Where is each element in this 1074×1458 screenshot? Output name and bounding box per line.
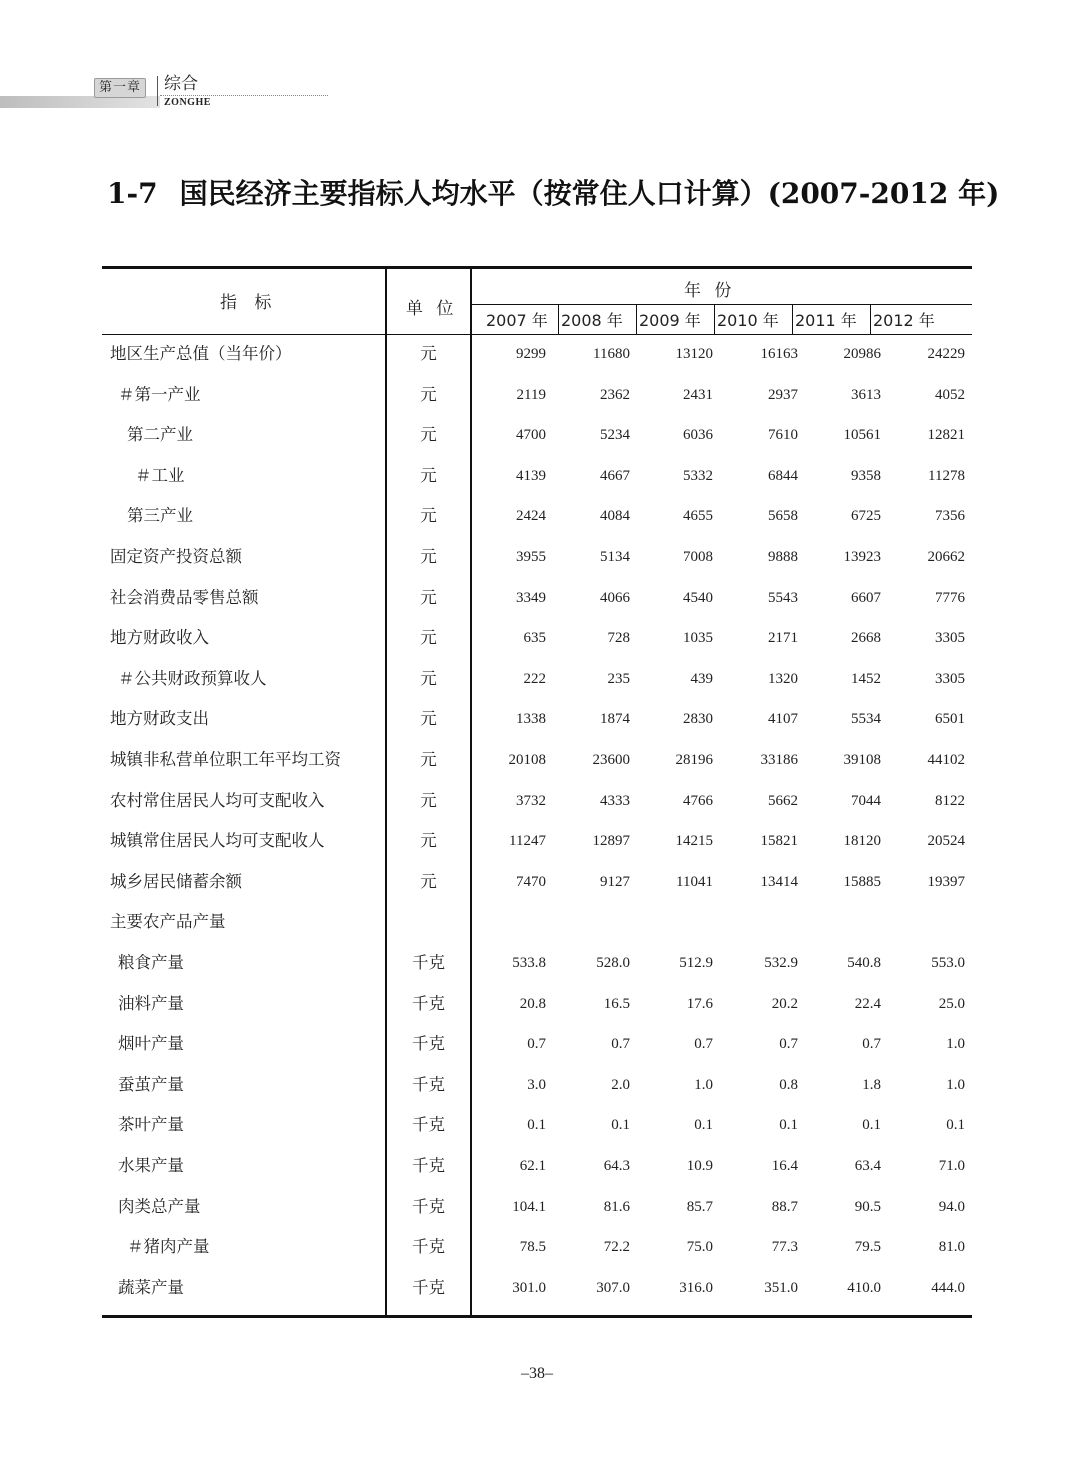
row-value-0: 3955 bbox=[516, 549, 546, 565]
row-unit: 元 bbox=[420, 790, 437, 810]
row-indicator: 农村常住居民人均可支配收入 bbox=[110, 790, 325, 810]
row-value-0: 0.1 bbox=[527, 1117, 546, 1134]
table-row bbox=[102, 781, 972, 821]
row-value-2: 1.0 bbox=[694, 1076, 713, 1093]
row-value-2: 75.0 bbox=[686, 1239, 713, 1256]
row-indicator: 地方财政支出 bbox=[110, 709, 209, 729]
row-value-5: 24229 bbox=[927, 346, 965, 362]
row-value-2: 2830 bbox=[683, 711, 713, 728]
row-value-2: 0.7 bbox=[694, 1036, 713, 1053]
row-value-4: 15885 bbox=[843, 873, 881, 890]
row-indicator: ＃猪肉产量 bbox=[127, 1237, 210, 1257]
row-value-4: 10561 bbox=[843, 427, 881, 444]
row-value-5: 3305 bbox=[935, 670, 965, 687]
row-unit: 千克 bbox=[412, 1034, 445, 1054]
row-value-0: 7470 bbox=[516, 873, 546, 890]
row-value-2: 14215 bbox=[675, 833, 713, 850]
row-value-3: 2937 bbox=[768, 386, 798, 403]
row-value-4: 63.4 bbox=[854, 1158, 881, 1174]
row-indicator: 主要农产品产量 bbox=[110, 912, 226, 932]
row-value-0: 1338 bbox=[516, 711, 546, 728]
page-title bbox=[107, 172, 999, 216]
row-value-2 bbox=[633, 902, 713, 942]
header-divider bbox=[160, 95, 328, 96]
row-indicator: 水果产量 bbox=[118, 1156, 184, 1175]
year-group-header: 年 份 bbox=[684, 281, 736, 301]
row-value-0: 3349 bbox=[516, 589, 546, 606]
row-value-1: 2362 bbox=[600, 386, 630, 403]
row-value-3: 15821 bbox=[760, 833, 798, 850]
row-value-0: 301.0 bbox=[512, 1279, 546, 1296]
row-value-1: 4333 bbox=[600, 792, 630, 809]
table-row bbox=[102, 1024, 972, 1064]
row-value-3: 532.9 bbox=[764, 955, 798, 971]
row-value-0: 3.0 bbox=[527, 1076, 546, 1093]
row-value-5: 6501 bbox=[935, 711, 965, 728]
table-row bbox=[102, 456, 972, 496]
table-title: 国民经济主要指标人均水平（按常住人口计算）(2007-2012 年) bbox=[179, 177, 1000, 210]
row-value-1: 72.2 bbox=[603, 1239, 630, 1256]
row-value-0: 78.5 bbox=[519, 1239, 546, 1256]
year-separator bbox=[714, 304, 715, 334]
row-value-3: 0.8 bbox=[779, 1076, 798, 1093]
indicator-header: 指 标 bbox=[220, 293, 278, 313]
row-value-1: 4667 bbox=[600, 467, 630, 484]
row-unit: 元 bbox=[420, 465, 437, 485]
row-value-1 bbox=[550, 902, 630, 942]
row-value-1: 16.5 bbox=[603, 995, 630, 1012]
row-unit: 千克 bbox=[412, 1237, 445, 1257]
row-indicator: 第二产业 bbox=[127, 425, 193, 445]
table-row bbox=[102, 699, 972, 739]
row-value-4: 79.5 bbox=[854, 1239, 881, 1256]
row-indicator: 城乡居民储蓄余额 bbox=[110, 871, 242, 891]
row-value-1: 81.6 bbox=[603, 1198, 630, 1215]
row-value-1: 12897 bbox=[592, 833, 630, 850]
row-unit: 元 bbox=[420, 709, 437, 729]
row-value-1: 528.0 bbox=[596, 955, 630, 971]
row-unit: 千克 bbox=[412, 953, 445, 972]
row-unit: 元 bbox=[420, 831, 437, 851]
year-header-0: 2007 年 bbox=[486, 311, 548, 330]
row-value-3: 5658 bbox=[768, 508, 798, 525]
row-unit: 元 bbox=[420, 506, 437, 526]
table-row bbox=[102, 375, 972, 415]
row-unit: 千克 bbox=[412, 1074, 445, 1094]
row-value-1: 5234 bbox=[600, 427, 630, 444]
row-value-0: 0.7 bbox=[527, 1036, 546, 1053]
row-value-5: 7776 bbox=[935, 589, 965, 606]
row-indicator: 蔬菜产量 bbox=[118, 1277, 184, 1297]
row-value-1: 5134 bbox=[600, 549, 630, 565]
year-header-3: 2010 年 bbox=[717, 311, 779, 330]
row-unit: 元 bbox=[420, 547, 437, 566]
row-value-3: 5543 bbox=[768, 589, 798, 606]
chapter-label: 第一章 bbox=[94, 78, 146, 98]
row-value-3: 5662 bbox=[768, 792, 798, 809]
table-row bbox=[102, 496, 972, 536]
row-value-4: 18120 bbox=[843, 833, 881, 850]
page-number: –38– bbox=[521, 1365, 553, 1382]
row-value-4: 7044 bbox=[851, 792, 881, 809]
row-unit: 千克 bbox=[412, 1115, 445, 1135]
table-number: 1-7 bbox=[107, 177, 158, 210]
row-unit: 元 bbox=[420, 425, 437, 445]
year-separator bbox=[558, 304, 559, 334]
year-separator bbox=[792, 304, 793, 334]
row-value-5: 4052 bbox=[935, 386, 965, 403]
row-value-5: 3305 bbox=[935, 630, 965, 647]
row-indicator: 城镇非私营单位职工年平均工资 bbox=[110, 750, 341, 769]
row-value-2: 4766 bbox=[683, 792, 713, 809]
table-row bbox=[102, 618, 972, 658]
row-value-4: 6607 bbox=[851, 589, 881, 606]
row-indicator: 固定资产投资总额 bbox=[110, 547, 242, 566]
row-value-4: 2668 bbox=[851, 630, 881, 647]
row-value-4: 0.7 bbox=[862, 1036, 881, 1053]
row-value-2: 5332 bbox=[683, 467, 713, 484]
row-unit: 千克 bbox=[412, 1156, 445, 1175]
row-value-5: 7356 bbox=[935, 508, 965, 525]
row-value-4: 13923 bbox=[843, 549, 881, 565]
row-value-4: 9358 bbox=[851, 467, 881, 484]
row-value-1: 4066 bbox=[600, 589, 630, 606]
row-value-4: 6725 bbox=[851, 508, 881, 525]
row-value-1: 0.7 bbox=[611, 1036, 630, 1053]
row-unit bbox=[386, 902, 471, 942]
row-value-4: 20986 bbox=[843, 346, 881, 362]
row-value-0: 222 bbox=[523, 670, 546, 687]
row-value-1: 728 bbox=[607, 630, 630, 647]
table-row bbox=[102, 1146, 972, 1186]
row-value-4 bbox=[801, 902, 881, 942]
row-value-4: 0.1 bbox=[862, 1117, 881, 1134]
row-value-4: 1452 bbox=[851, 670, 881, 687]
row-value-4: 5534 bbox=[851, 711, 881, 728]
table-row bbox=[102, 902, 972, 942]
row-indicator: 粮食产量 bbox=[118, 953, 184, 972]
table-row bbox=[102, 1227, 972, 1267]
table-row bbox=[102, 862, 972, 902]
row-value-2: 13120 bbox=[675, 346, 713, 362]
row-value-3: 6844 bbox=[768, 467, 798, 484]
row-value-5: 1.0 bbox=[946, 1076, 965, 1093]
row-value-4: 90.5 bbox=[854, 1198, 881, 1215]
row-unit: 元 bbox=[420, 344, 437, 363]
row-value-4: 22.4 bbox=[854, 995, 881, 1012]
row-value-3: 4107 bbox=[768, 711, 798, 728]
row-value-5: 1.0 bbox=[946, 1036, 965, 1053]
row-value-0: 4700 bbox=[516, 427, 546, 444]
section-pinyin: ZONGHE bbox=[164, 97, 211, 108]
row-value-2: 1035 bbox=[683, 630, 713, 647]
row-unit: 元 bbox=[420, 750, 437, 769]
row-value-1: 307.0 bbox=[596, 1279, 630, 1296]
row-indicator: 茶叶产量 bbox=[118, 1115, 184, 1135]
row-value-4: 1.8 bbox=[862, 1076, 881, 1093]
row-indicator: 地区生产总值（当年价） bbox=[110, 344, 292, 363]
table-row bbox=[102, 578, 972, 618]
row-value-2: 17.6 bbox=[686, 995, 713, 1012]
row-value-0: 20108 bbox=[508, 752, 546, 768]
year-header-1: 2008 年 bbox=[561, 311, 623, 330]
row-value-0: 104.1 bbox=[512, 1198, 546, 1215]
row-value-2: 316.0 bbox=[679, 1279, 713, 1296]
row-unit: 元 bbox=[420, 871, 437, 891]
table-row bbox=[102, 537, 972, 577]
row-value-0: 4139 bbox=[516, 467, 546, 484]
row-indicator: 社会消费品零售总额 bbox=[110, 587, 259, 607]
row-value-5: 444.0 bbox=[931, 1279, 965, 1296]
row-value-3: 33186 bbox=[760, 752, 798, 768]
row-value-4: 39108 bbox=[843, 752, 881, 768]
row-value-3: 1320 bbox=[768, 670, 798, 687]
row-unit: 元 bbox=[420, 384, 437, 404]
row-value-3: 16163 bbox=[760, 346, 798, 362]
row-value-3: 9888 bbox=[768, 549, 798, 565]
row-value-5: 0.1 bbox=[946, 1117, 965, 1134]
row-value-3: 7610 bbox=[768, 427, 798, 444]
row-value-0: 635 bbox=[523, 630, 546, 647]
row-value-2: 85.7 bbox=[686, 1198, 713, 1215]
row-value-1: 9127 bbox=[600, 873, 630, 890]
header-separator bbox=[157, 76, 158, 106]
row-value-5: 44102 bbox=[927, 752, 965, 768]
row-value-1: 1874 bbox=[600, 711, 630, 728]
table-row bbox=[102, 1065, 972, 1105]
unit-header: 单 位 bbox=[406, 299, 458, 319]
row-value-2: 2431 bbox=[683, 386, 713, 403]
row-value-1: 0.1 bbox=[611, 1117, 630, 1134]
row-indicator: 地方财政收入 bbox=[110, 628, 209, 648]
row-indicator: ＃工业 bbox=[135, 465, 185, 485]
row-value-1: 2.0 bbox=[611, 1076, 630, 1093]
row-value-5: 20524 bbox=[927, 833, 965, 850]
row-value-1: 64.3 bbox=[603, 1158, 630, 1174]
row-value-1: 4084 bbox=[600, 508, 630, 525]
table-row bbox=[102, 1268, 972, 1308]
row-unit: 元 bbox=[420, 628, 437, 648]
row-indicator: 肉类总产量 bbox=[118, 1196, 201, 1216]
table-row bbox=[102, 1105, 972, 1145]
row-value-2: 0.1 bbox=[694, 1117, 713, 1134]
row-value-2: 4655 bbox=[683, 508, 713, 525]
table-row bbox=[102, 740, 972, 780]
row-value-0: 20.8 bbox=[519, 995, 546, 1012]
row-value-0: 62.1 bbox=[519, 1158, 546, 1174]
table-row bbox=[102, 1187, 972, 1227]
table-top-rule bbox=[102, 266, 972, 269]
row-value-3 bbox=[718, 902, 798, 942]
row-value-3: 351.0 bbox=[764, 1279, 798, 1296]
row-value-2: 28196 bbox=[675, 752, 713, 768]
row-value-5: 25.0 bbox=[938, 995, 965, 1012]
row-value-2: 4540 bbox=[683, 589, 713, 606]
row-value-3: 88.7 bbox=[771, 1198, 798, 1215]
row-value-3: 0.7 bbox=[779, 1036, 798, 1053]
table-row bbox=[102, 984, 972, 1024]
data-table bbox=[102, 266, 972, 1318]
table-row bbox=[102, 821, 972, 861]
row-indicator: 烟叶产量 bbox=[118, 1034, 184, 1054]
row-value-3: 13414 bbox=[760, 873, 798, 890]
row-value-0 bbox=[466, 902, 546, 942]
row-indicator: 油料产量 bbox=[118, 993, 184, 1013]
row-unit: 元 bbox=[420, 668, 437, 688]
row-value-3: 0.1 bbox=[779, 1117, 798, 1134]
row-value-2: 10.9 bbox=[686, 1158, 713, 1174]
row-value-4: 540.8 bbox=[847, 955, 881, 971]
row-unit: 元 bbox=[420, 587, 437, 607]
row-value-0: 11247 bbox=[509, 833, 546, 850]
row-value-1: 235 bbox=[607, 670, 630, 687]
year-header-4: 2011 年 bbox=[795, 311, 857, 330]
row-value-3: 16.4 bbox=[771, 1158, 798, 1174]
row-value-5: 12821 bbox=[927, 427, 965, 444]
table-row bbox=[102, 943, 972, 983]
row-value-2: 7008 bbox=[683, 549, 713, 565]
row-indicator: 城镇常住居民人均可支配收人 bbox=[110, 831, 325, 851]
row-unit: 千克 bbox=[412, 1196, 445, 1216]
row-value-5 bbox=[885, 902, 965, 942]
row-value-3: 77.3 bbox=[771, 1239, 798, 1256]
row-indicator: ＃公共财政预算收人 bbox=[118, 668, 267, 688]
section-title: 综合 bbox=[164, 74, 198, 94]
table-row bbox=[102, 415, 972, 455]
row-value-0: 2119 bbox=[516, 386, 546, 403]
row-value-1: 23600 bbox=[592, 752, 630, 768]
row-value-0: 533.8 bbox=[512, 955, 546, 971]
year-header-5: 2012 年 bbox=[873, 311, 935, 330]
row-value-2: 439 bbox=[690, 670, 713, 687]
row-unit: 千克 bbox=[412, 1277, 445, 1297]
year-group-divider bbox=[472, 304, 972, 305]
row-unit: 千克 bbox=[412, 993, 445, 1013]
row-value-4: 3613 bbox=[851, 386, 881, 403]
row-value-5: 81.0 bbox=[938, 1239, 965, 1256]
row-value-0: 2424 bbox=[516, 508, 546, 525]
row-indicator: 蚕茧产量 bbox=[118, 1074, 184, 1094]
row-value-3: 20.2 bbox=[771, 995, 798, 1012]
row-value-5: 8122 bbox=[935, 792, 965, 809]
row-value-5: 553.0 bbox=[931, 955, 965, 971]
row-value-3: 2171 bbox=[768, 630, 798, 647]
row-value-0: 9299 bbox=[516, 346, 546, 362]
year-separator bbox=[870, 304, 871, 334]
year-header-2: 2009 年 bbox=[639, 311, 701, 330]
row-value-5: 20662 bbox=[927, 549, 965, 565]
row-value-5: 19397 bbox=[927, 873, 965, 890]
table-bottom-rule bbox=[102, 1315, 972, 1318]
table-row bbox=[102, 659, 972, 699]
table-row bbox=[102, 334, 972, 374]
row-indicator: ＃第一产业 bbox=[118, 384, 201, 404]
row-value-2: 6036 bbox=[683, 427, 713, 444]
row-value-5: 11278 bbox=[928, 467, 965, 484]
row-value-2: 11041 bbox=[676, 873, 713, 890]
row-value-5: 71.0 bbox=[938, 1158, 965, 1174]
row-value-5: 94.0 bbox=[938, 1198, 965, 1215]
row-value-0: 3732 bbox=[516, 792, 546, 809]
year-separator bbox=[636, 304, 637, 334]
row-indicator: 第三产业 bbox=[127, 506, 193, 526]
row-value-2: 512.9 bbox=[679, 955, 713, 971]
row-value-4: 410.0 bbox=[847, 1279, 881, 1296]
row-value-1: 11680 bbox=[593, 346, 630, 362]
